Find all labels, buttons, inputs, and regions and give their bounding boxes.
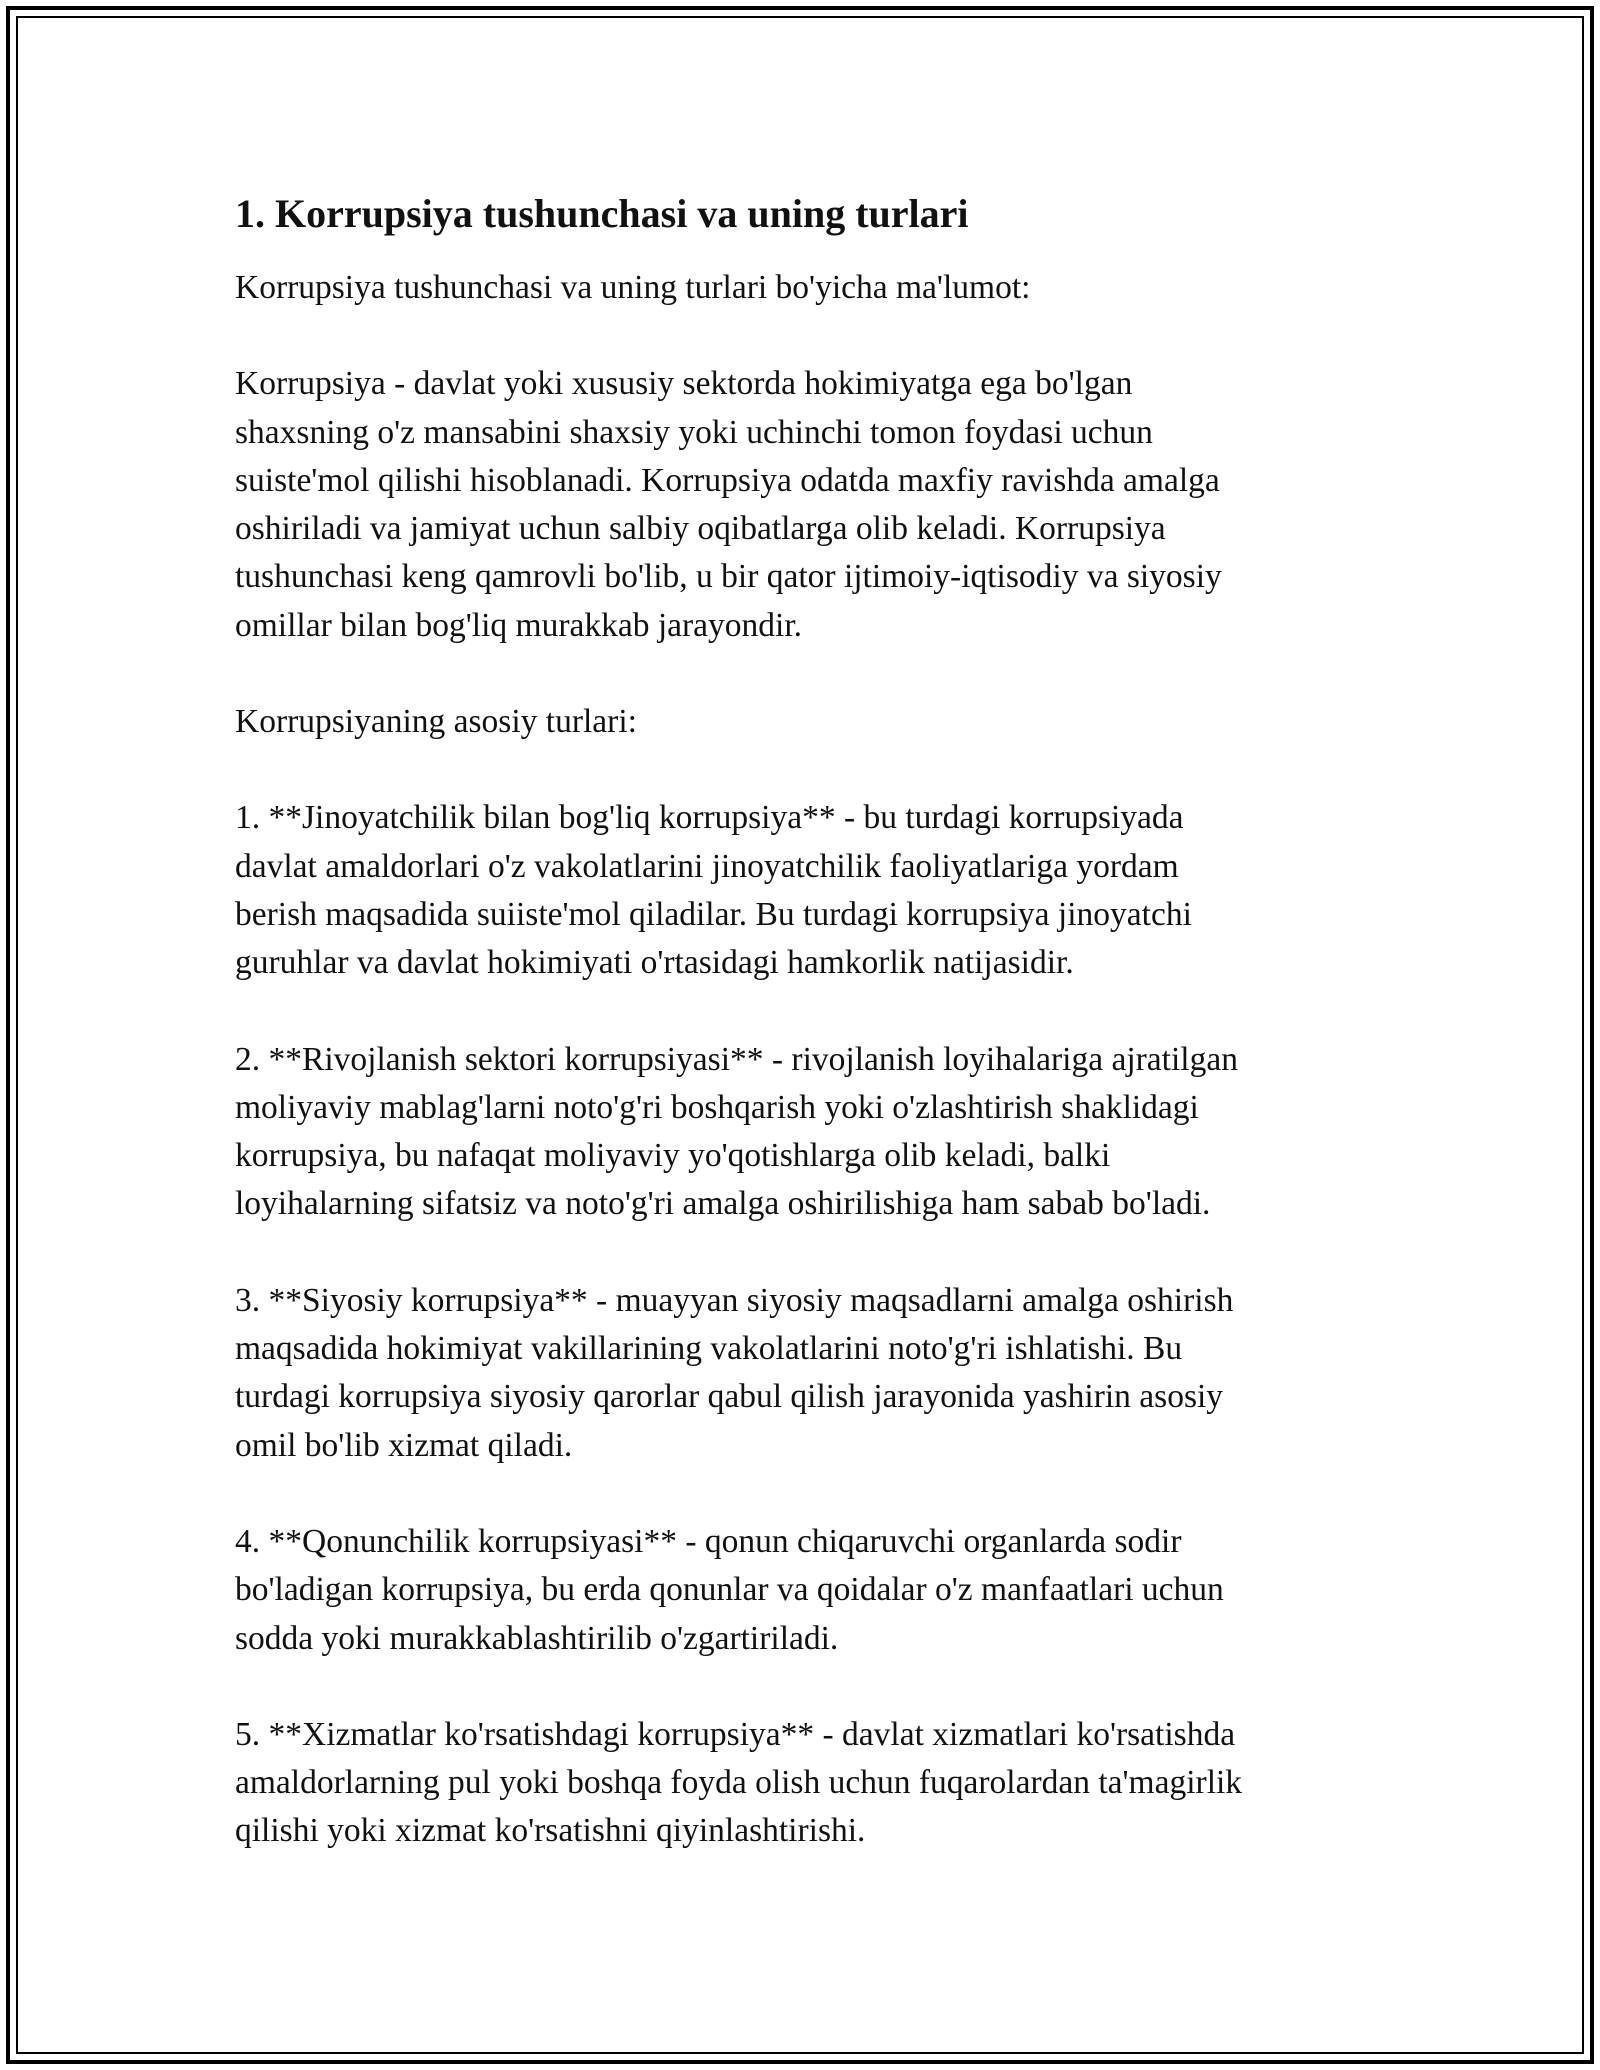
document-body bbox=[235, 188, 1365, 1904]
list-item-3: 3. **Siyosiy korrupsiya** - muayyan siyosiy maqsadlarni amalga oshirish maqsadida hokimiyat vakillarining vakolatlarini noto'g'ri ishlatishi. Bu turdagi korrupsiya siyosiy qarorlar qabul qilish jarayonida yashirin asosiy omil bo'lib xizmat qiladi. bbox=[235, 1281, 1234, 1464]
list-item-4: 4. **Qonunchilik korrupsiyasi** - qonun chiqaruvchi organlarda sodir bo'ladigan korrupsiya, bu erda qonunlar va qoidalar o'z manfaatlari uchun sodda yoki murakkablashtirilib o'zgartiriladi. bbox=[235, 1522, 1224, 1657]
types-heading-paragraph: Korrupsiyaning asosiy turlari: bbox=[235, 703, 637, 741]
definition-paragraph: Korrupsiya - davlat yoki xususiy sektorda hokimiyatga ega bo'lgan shaxsning o'z mansabini shaxsiy yoki uchinchi tomon foydasi uchun suiste'mol qilishi hisoblanadi. Korrupsiya odatda maxfiy ravishda amalga oshiriladi va jamiyat uchun salbiy oqibatlarga olib keladi. Korrupsiya tushunchasi keng qamrovli bo'lib, u bir qator ijtimoiy-iqtisodiy va siyosiy omillar bilan bog'liq murakkab jarayondir. bbox=[235, 365, 1222, 644]
page-title: 1. Korrupsiya tushunchasi va uning turlari bbox=[235, 191, 969, 236]
list-item-5: 5. **Xizmatlar ko'rsatishdagi korrupsiya** - davlat xizmatlari ko'rsatishda amaldorlarning pul yoki boshqa foyda olish uchun fuqarolardan ta'magirlik qilishi yoki xizmat ko'rsatishni qiyinlashtirishi. bbox=[235, 1715, 1243, 1850]
list-item-2: 2. **Rivojlanish sektori korrupsiyasi** - rivojlanish loyihalariga ajratilgan moliyaviy mablag'larni noto'g'ri boshqarish yoki o'zlashtirish shaklidagi korrupsiya, bu nafaqat moliyaviy yo'qotishlarga olib keladi, balki loyihalarning sifatsiz va noto'g'ri amalga oshirilishiga ham sabab bo'ladi. bbox=[235, 1040, 1238, 1223]
list-item-1: 1. **Jinoyatchilik bilan bog'liq korrupsiya** - bu turdagi korrupsiyada davlat amaldorlari o'z vakolatlarini jinoyatchilik faoliyatlariga yordam berish maqsadida suiiste'mol qiladilar. Bu turdagi korrupsiya jinoyatchi guruhlar va davlat hokimiyati o'rtasidagi hamkorlik natijasidir. bbox=[235, 799, 1192, 982]
intro-paragraph: Korrupsiya tushunchasi va uning turlari bo'yicha ma'lumot: bbox=[235, 269, 1031, 306]
